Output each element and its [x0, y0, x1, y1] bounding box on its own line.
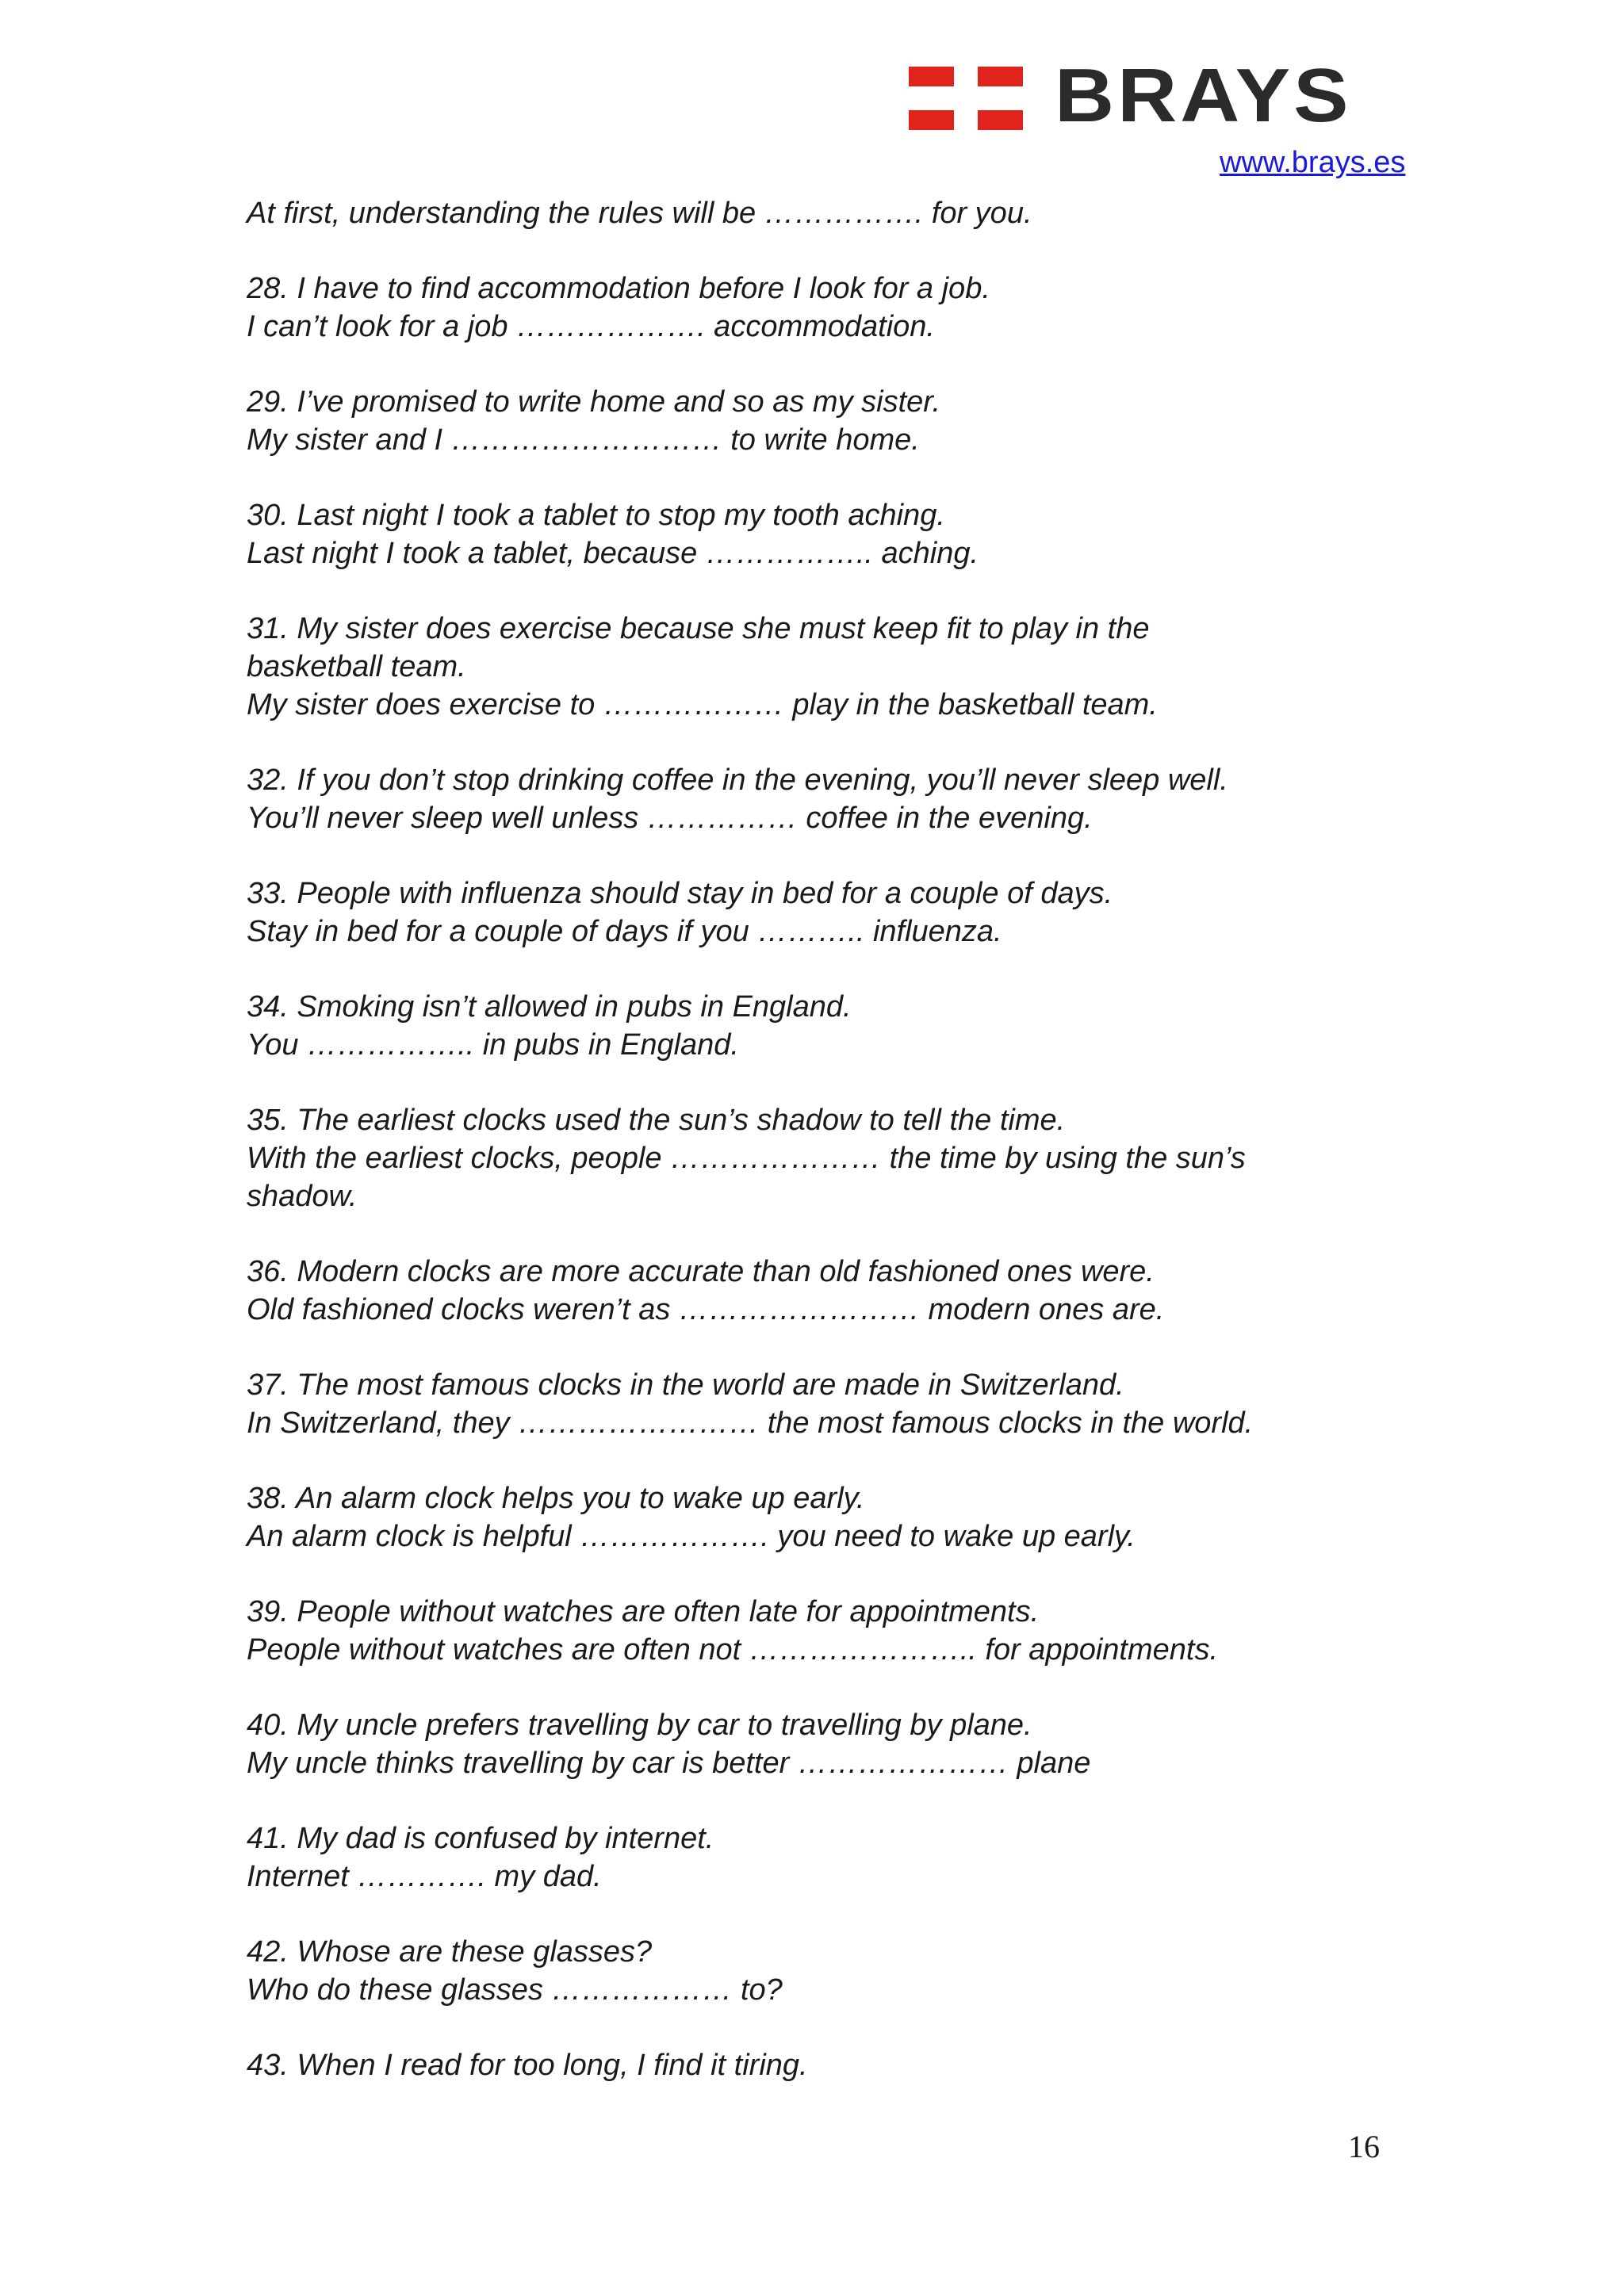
- exercise-line: People without watches are often not ………………….. for appointments.: [247, 1633, 1219, 1667]
- exercise-sentence: 42. Whose are these glasses?: [247, 1935, 653, 1969]
- exercise-item: [247, 1820, 1373, 1896]
- exercise-item: [247, 270, 1373, 346]
- exercise-item: [247, 2046, 1373, 2084]
- exercise-line: Old fashioned clocks weren’t as …………………… modern ones are.: [247, 1293, 1165, 1326]
- exercise-line: My sister and I ……………………… to write home.: [247, 423, 920, 457]
- brays-logo: [909, 53, 1432, 138]
- brand-name: BRAYS: [1055, 53, 1352, 138]
- exercise-sentence: At first, understanding the rules will be ……………. for you.: [247, 197, 1032, 230]
- exercise-item: [247, 1479, 1373, 1556]
- exercise-sentence: 28. I have to find accommodation before I look for a job.: [247, 272, 990, 305]
- exercise-item: [247, 1706, 1373, 1782]
- website-link[interactable]: www.brays.es: [1220, 146, 1406, 179]
- exercise-item: [247, 496, 1373, 572]
- exercise-sentence: 29. I’ve promised to write home and so as my sister.: [247, 385, 941, 419]
- cross-flag-icon: [909, 67, 1023, 130]
- exercise-item: [247, 1253, 1373, 1329]
- exercise-line: You’ll never sleep well unless …………… coffee in the evening.: [247, 802, 1093, 835]
- exercise-line: My uncle thinks travelling by car is better ………………… plane: [247, 1747, 1091, 1780]
- exercise-line: I can’t look for a job ………………. accommodation.: [247, 310, 935, 343]
- exercise-item: [247, 194, 1373, 232]
- exercise-item: [247, 761, 1373, 837]
- exercise-sentence: 33. People with influenza should stay in bed for a couple of days.: [247, 877, 1113, 910]
- exercise-item: [247, 988, 1373, 1064]
- exercise-line: shadow.: [247, 1180, 358, 1213]
- exercise-item: [247, 1101, 1373, 1215]
- exercise-line: Last night I took a tablet, because …………….. aching.: [247, 537, 979, 570]
- exercise-item: [247, 383, 1373, 459]
- exercise-line: You …………….. in pubs in England.: [247, 1028, 739, 1062]
- exercise-line: Who do these glasses ……………… to?: [247, 1973, 783, 2007]
- exercise-sentence: 43. When I read for too long, I find it tiring.: [247, 2049, 808, 2082]
- exercise-sentence: 32. If you don’t stop drinking coffee in the evening, you’ll never sleep well.: [247, 763, 1228, 797]
- exercise-line: Internet …………. my dad.: [247, 1860, 602, 1893]
- exercise-line: Stay in bed for a couple of days if you ……….. influenza.: [247, 915, 1002, 948]
- exercise-sentence: 41. My dad is confused by internet.: [247, 1822, 714, 1855]
- exercise-item: [247, 1366, 1373, 1442]
- exercise-line: My sister does exercise to ……………… play in the basketball team.: [247, 688, 1158, 721]
- exercise-line: In Switzerland, they …………………… the most famous clocks in the world.: [247, 1406, 1254, 1440]
- exercise-item: [247, 1933, 1373, 2009]
- exercise-sentence: 36. Modern clocks are more accurate than old fashioned ones were.: [247, 1255, 1155, 1288]
- exercise-sentence: 34. Smoking isn’t allowed in pubs in England.: [247, 990, 852, 1024]
- exercise-sentence: 40. My uncle prefers travelling by car to travelling by plane.: [247, 1709, 1032, 1742]
- exercise-item: [247, 610, 1373, 724]
- exercise-sentence: 30. Last night I took a tablet to stop my tooth aching.: [247, 499, 945, 532]
- exercise-item: [247, 874, 1373, 951]
- exercise-sentence: 37. The most famous clocks in the world are made in Switzerland.: [247, 1368, 1124, 1402]
- exercise-sentence: 39. People without watches are often late for appointments.: [247, 1595, 1040, 1628]
- exercise-item: [247, 1593, 1373, 1669]
- exercise-sentence: 38. An alarm clock helps you to wake up early.: [247, 1482, 865, 1515]
- exercise-line: basketball team.: [247, 650, 466, 683]
- page-number: 16: [1348, 2129, 1380, 2164]
- exercise-line: With the earliest clocks, people ………………… the time by using the sun’s: [247, 1142, 1246, 1175]
- exercise-sentence: 35. The earliest clocks used the sun’s shadow to tell the time.: [247, 1104, 1066, 1137]
- exercise-line: An alarm clock is helpful ………………. you need to wake up early.: [247, 1520, 1136, 1553]
- exercise-sentence: 31. My sister does exercise because she must keep fit to play in the: [247, 612, 1150, 645]
- exercise-list: [247, 194, 1373, 2122]
